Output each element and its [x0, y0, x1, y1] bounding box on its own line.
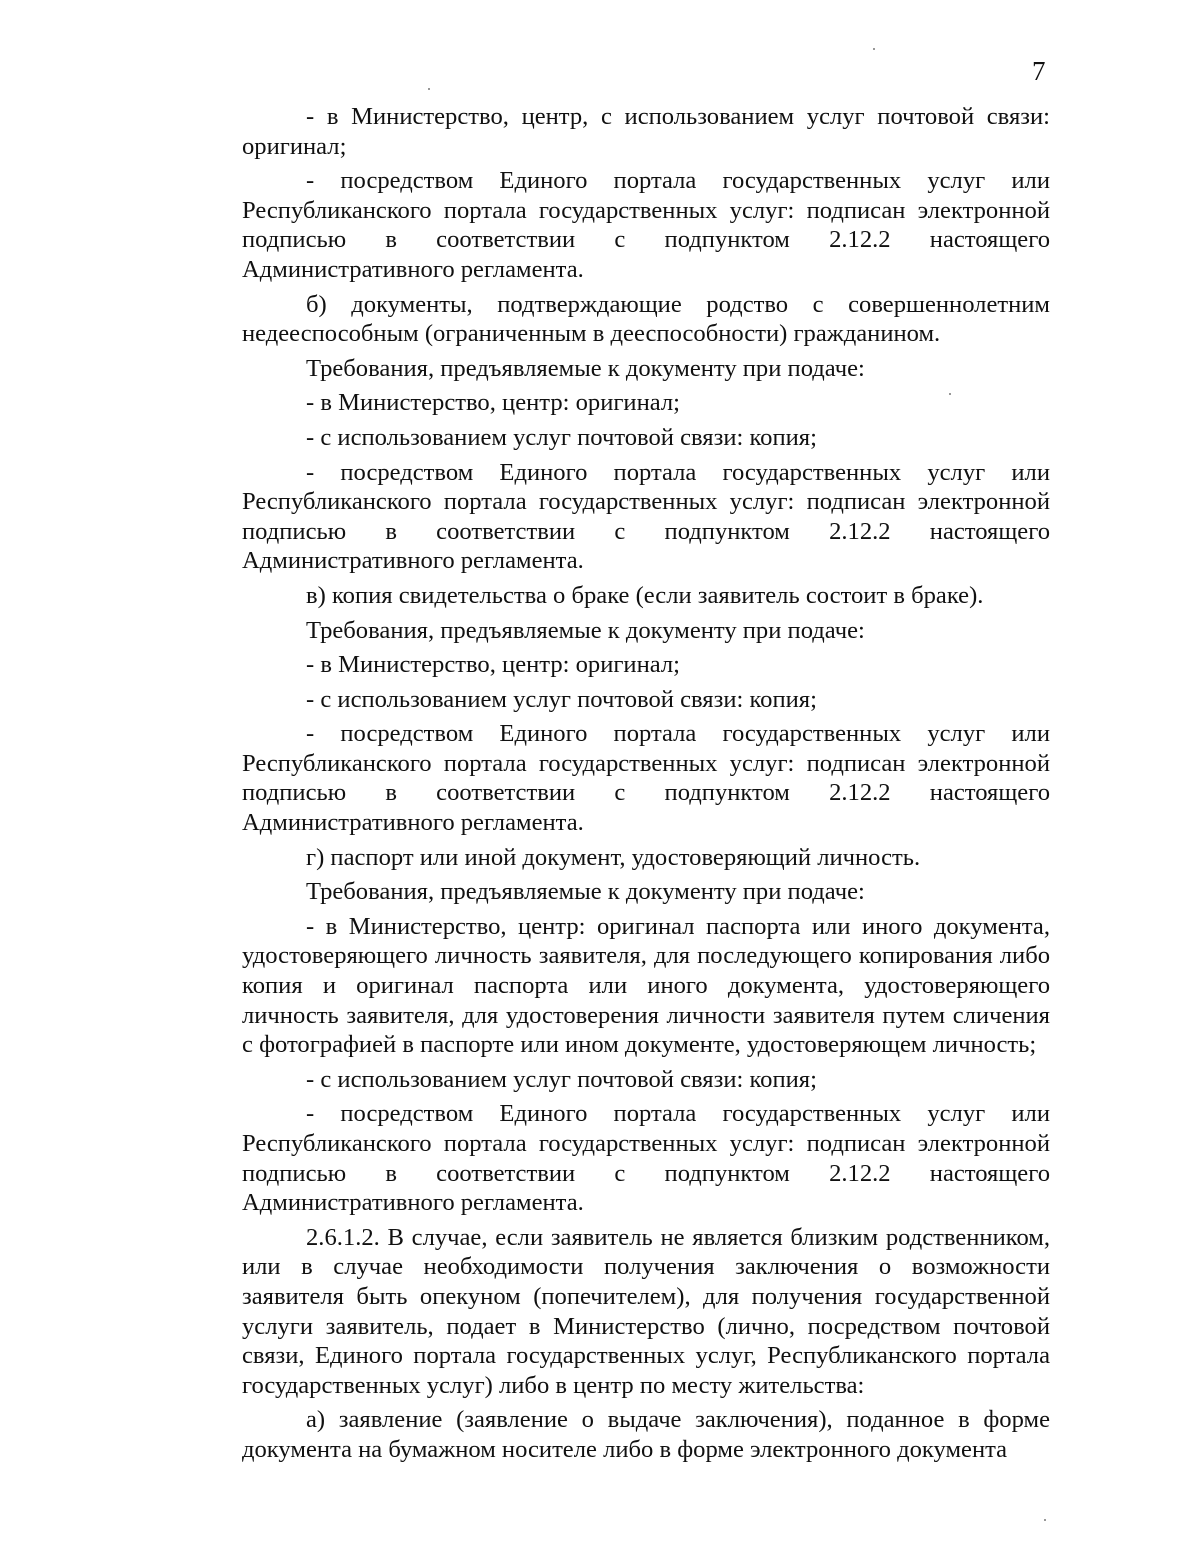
- scan-speck: [873, 48, 875, 50]
- scan-speck: [428, 88, 430, 90]
- paragraph: 2.6.1.2. В случае, если заявитель не является близким родственником, или в случае необходимости получения заключения о возможности заявителя быть опекуном (попечителем), для получения государственной услуги заявитель, подает в Министерство (лично, посредством почтовой связи, Единого портала государственных услуг, Республиканского портала государственных услуг) либо в центр по месту жительства:: [242, 1223, 1050, 1399]
- paragraph: Требования, предъявляемые к документу при подаче:: [306, 354, 865, 382]
- paragraph: - в Министерство, центр: оригинал;: [306, 651, 680, 679]
- paragraph: в) копия свидетельства о браке (если заявитель состоит в браке).: [306, 581, 984, 609]
- paragraph: Требования, предъявляемые к документу при подаче:: [306, 878, 865, 906]
- paragraph: - с использованием услуг почтовой связи: копия;: [306, 685, 817, 713]
- paragraph: г) паспорт или иной документ, удостоверяющий личность.: [306, 843, 921, 871]
- page-number: 7: [1032, 56, 1046, 86]
- paragraph: - с использованием услуг почтовой связи: копия;: [306, 1065, 817, 1093]
- scan-speck: [949, 393, 951, 395]
- paragraph: а) заявление (заявление о выдаче заключения), поданное в форме документа на бумажном носителе либо в форме электронного документа: [242, 1406, 1050, 1463]
- paragraph: - посредством Единого портала государственных услуг или Республиканского портала государственных услуг: подписан электронной подписью в соответствии с подпунктом 2.12.2 настоящего Административного регламента.: [242, 1100, 1050, 1217]
- paragraph: - в Министерство, центр: оригинал;: [306, 389, 680, 417]
- paragraph: - в Министерство, центр: оригинал паспорта или иного документа, удостоверяющего личность заявителя, для последующего копирования либо копия и оригинал паспорта или иного документа, удостоверяющего личность заявителя, для удостоверения личности заявителя путем сличения с фотографией в паспорте или ином документе, удостоверяющем личность;: [242, 912, 1050, 1059]
- paragraph: - посредством Единого портала государственных услуг или Республиканского портала государственных услуг: подписан электронной подписью в соответствии с подпунктом 2.12.2 настоящего Административного регламента.: [242, 458, 1050, 575]
- document-body: [242, 102, 1050, 1465]
- paragraph: - посредством Единого портала государственных услуг или Республиканского портала государственных услуг: подписан электронной подписью в соответствии с подпунктом 2.12.2 настоящего Административного регламента.: [242, 167, 1050, 283]
- paragraph: б) документы, подтверждающие родство с совершеннолетним недееспособным (ограниченным в дееспособности) гражданином.: [242, 290, 1050, 348]
- paragraph: Требования, предъявляемые к документу при подаче:: [306, 616, 865, 644]
- paragraph: - с использованием услуг почтовой связи: копия;: [306, 423, 817, 451]
- scan-speck: [1044, 1519, 1046, 1521]
- paragraph: - в Министерство, центр, с использованием услуг почтовой связи: оригинал;: [242, 103, 1050, 160]
- paragraph: - посредством Единого портала государственных услуг или Республиканского портала государственных услуг: подписан электронной подписью в соответствии с подпунктом 2.12.2 настоящего Административного регламента.: [242, 720, 1050, 837]
